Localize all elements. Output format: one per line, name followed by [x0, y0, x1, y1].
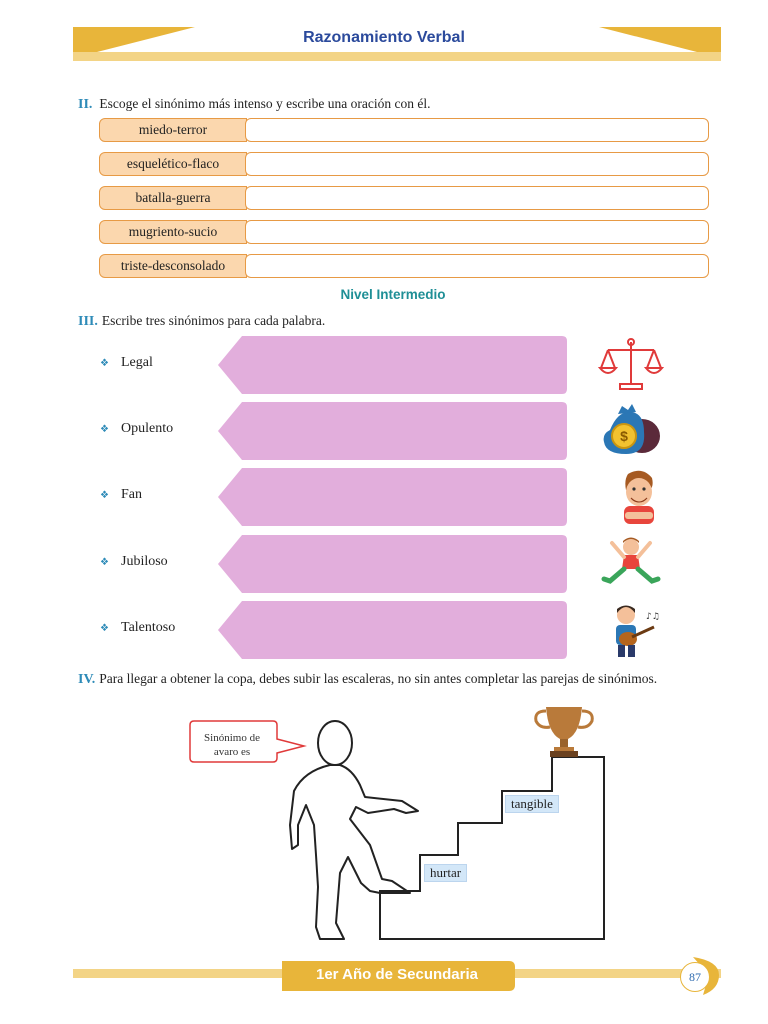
speech-bubble-text: [186, 731, 278, 759]
sentence-input[interactable]: [245, 254, 709, 278]
section-2-instruction: Escoge el sinónimo más intenso y escribe una oración con él.: [99, 96, 431, 111]
synonym-row: [100, 601, 670, 659]
pair-row: [99, 220, 711, 244]
bullet-icon: ❖: [100, 623, 109, 634]
pair-row: [99, 118, 711, 142]
pair-label: esquelético-flaco: [99, 152, 247, 176]
section-4-number: IV.: [78, 672, 96, 687]
section-3-heading: [78, 312, 325, 330]
synonyms-answer-box[interactable]: [218, 535, 568, 593]
synonyms-answer-box[interactable]: [218, 402, 568, 460]
sentence-input[interactable]: [245, 118, 709, 142]
section-3-instruction: Escribe tres sinónimos para cada palabra.: [101, 313, 326, 328]
word-label: Talentoso: [121, 620, 176, 635]
synonyms-answer-box[interactable]: [218, 336, 568, 394]
trophy-icon: [536, 707, 593, 757]
speech-line-1: Sinónimo de: [204, 732, 260, 744]
section-3-number: III.: [78, 314, 98, 329]
svg-text:$: $: [620, 428, 628, 444]
sentence-input[interactable]: [245, 186, 709, 210]
guitar-boy-icon: [598, 601, 664, 659]
section-4-heading: [78, 670, 758, 688]
pair-row: [99, 186, 711, 210]
page-title: Razonamiento Verbal: [303, 29, 465, 46]
fan-boy-icon: [598, 468, 664, 526]
pair-row: [99, 254, 711, 278]
synonyms-answer-box[interactable]: [218, 601, 568, 659]
synonym-row: [100, 535, 670, 593]
bullet-icon: ❖: [100, 490, 109, 501]
section-2-number: II.: [78, 97, 93, 112]
synonyms-answer-box[interactable]: [218, 468, 568, 526]
money-bag-icon: [598, 402, 664, 460]
svg-text:♪♫: ♪♫: [646, 612, 660, 622]
synonym-row: [100, 402, 670, 460]
word-label: Jubiloso: [121, 554, 168, 569]
bullet-icon: ❖: [100, 424, 109, 435]
scales-icon: [598, 336, 664, 394]
synonym-row: [100, 336, 670, 394]
footer-title: 1er Año de Secundaria: [316, 966, 478, 983]
section-2-heading: [78, 95, 430, 113]
pair-row: [99, 152, 711, 176]
jumping-boy-icon: [598, 535, 664, 593]
section-4-instruction: Para llegar a obtener la copa, debes subir las escaleras, no sin antes completar las parejas de sinónimos.: [99, 671, 658, 686]
word-label: Legal: [121, 355, 153, 370]
step-word: tangible: [505, 795, 559, 813]
pair-label: batalla-guerra: [99, 186, 247, 210]
synonym-row: [100, 468, 670, 526]
pair-label: triste-desconsolado: [99, 254, 247, 278]
pair-label: miedo-terror: [99, 118, 247, 142]
bullet-icon: ❖: [100, 358, 109, 369]
word-label: Fan: [121, 487, 142, 502]
pair-label: mugriento-sucio: [99, 220, 247, 244]
level-title: Nivel Intermedio: [340, 287, 446, 302]
sentence-input[interactable]: [245, 152, 709, 176]
bullet-icon: ❖: [100, 557, 109, 568]
speech-line-2: avaro es: [213, 746, 251, 758]
page-number: 87: [680, 962, 710, 992]
word-label: Opulento: [121, 421, 174, 436]
step-word: hurtar: [424, 864, 467, 882]
sentence-input[interactable]: [245, 220, 709, 244]
